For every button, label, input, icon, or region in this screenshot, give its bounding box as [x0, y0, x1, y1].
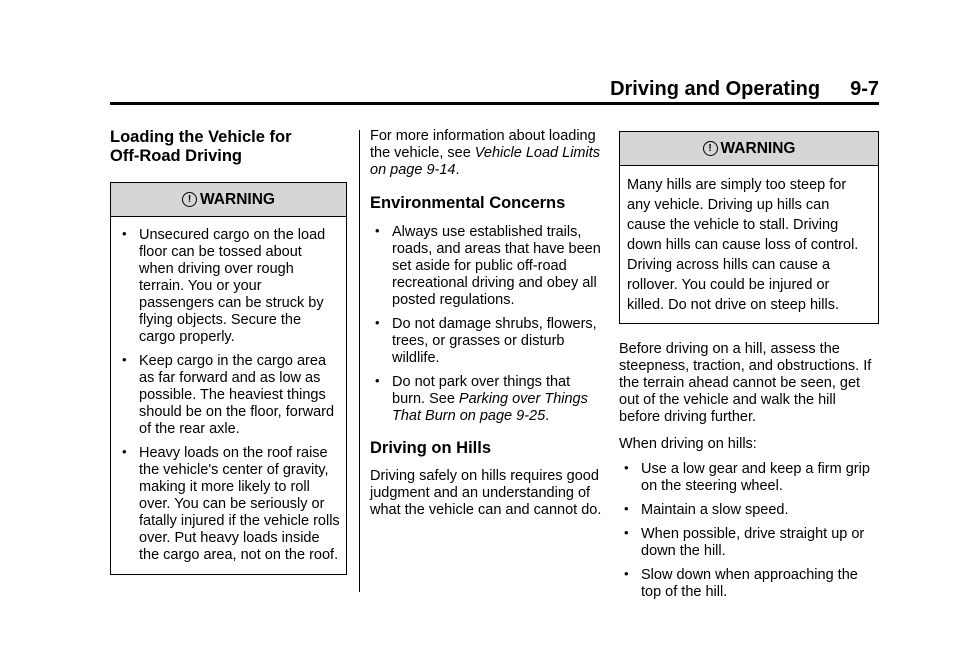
list-item-text: Always use established trails, roads, and areas that have been set aside for public off-road recreational driving and obey all posted regulations.	[392, 224, 601, 308]
list-item-end: .	[545, 408, 550, 424]
load-limits-paragraph	[370, 128, 606, 179]
environmental-heading: Environmental Concerns	[370, 194, 566, 212]
bullet-icon: •	[375, 373, 380, 388]
cargo-warning-box	[110, 182, 347, 575]
hills-tips-list	[619, 461, 879, 601]
bullet-icon: •	[375, 315, 380, 330]
list-item-text: Keep cargo in the cargo area as far forward and as low as possible. The heaviest things should be on the floor, forward of the rear axle.	[139, 353, 335, 437]
page-header	[0, 78, 879, 100]
intro-end: .	[455, 162, 460, 178]
cargo-warning-list	[111, 217, 346, 574]
intro-text: For more information about loading the vehicle, see	[370, 128, 596, 161]
loading-heading	[110, 128, 347, 166]
hills-assessment-paragraph: Before driving on a hill, assess the steepness, traction, and obstructions. If the terrain ahead cannot be seen, get out of the vehicle and walk the hill before driving further.	[619, 341, 872, 425]
list-item-text: Maintain a slow speed.	[641, 502, 789, 518]
column-2	[370, 128, 606, 519]
column-1	[110, 128, 347, 575]
list-item-text: Unsecured cargo on the load floor can be tossed about when driving over rough terrain. You or your passengers can be struck by flying objects. Secure the cargo properly.	[139, 227, 326, 345]
hills-paragraph: Driving safely on hills requires good judgment and an understanding of what the vehicle can and cannot do.	[370, 468, 602, 518]
warning-icon: !	[182, 192, 197, 207]
bullet-icon: •	[122, 226, 127, 241]
hills-warning-box	[619, 131, 879, 324]
hills-intro-paragraph: When driving on hills:	[619, 436, 757, 452]
header-rule	[110, 102, 879, 105]
bullet-icon: •	[624, 566, 629, 581]
column-3	[619, 128, 879, 608]
list-item-text: Do not park over things that burn. See	[392, 374, 571, 407]
list-item	[370, 224, 606, 309]
section-title: Driving and Operating	[610, 78, 821, 100]
list-item	[619, 526, 879, 560]
list-item	[619, 461, 879, 495]
list-item	[619, 502, 879, 519]
list-item	[619, 567, 879, 601]
parking-reference[interactable]: Parking over Things That Burn on page 9-25	[392, 391, 588, 424]
list-item	[117, 353, 340, 438]
bullet-icon: •	[624, 501, 629, 516]
list-item-text: When possible, drive straight up or down the hill.	[641, 526, 865, 559]
column-divider	[359, 130, 360, 592]
loading-heading-line1: Loading the Vehicle for	[110, 128, 292, 146]
list-item-text: Do not damage shrubs, flowers, trees, or grasses or disturb wildlife.	[392, 316, 597, 366]
warning-label: WARNING	[200, 191, 275, 208]
warning-header	[620, 132, 878, 166]
bullet-icon: •	[624, 525, 629, 540]
environmental-list	[370, 224, 606, 425]
bullet-icon: •	[375, 223, 380, 238]
hills-heading: Driving on Hills	[370, 439, 492, 457]
list-item-text: Heavy loads on the roof raise the vehicle's center of gravity, making it more likely to roll over. You can be seriously or fatally injured if the vehicle rolls over. Put heavy loads inside the cargo area, not on the roof.	[139, 445, 340, 563]
loading-heading-line2: Off-Road Driving	[110, 147, 242, 165]
bullet-icon: •	[624, 460, 629, 475]
warning-icon: !	[703, 141, 718, 156]
warning-label: WARNING	[720, 140, 796, 157]
list-item	[370, 374, 606, 425]
bullet-icon: •	[122, 444, 127, 459]
page-number: 9-7	[850, 78, 879, 100]
warning-header	[111, 183, 346, 217]
list-item	[117, 227, 340, 346]
list-item-text: Use a low gear and keep a firm grip on the steering wheel.	[641, 461, 870, 494]
hills-warning-text: Many hills are simply too steep for any vehicle. Driving up hills can cause the vehicle to stall. Driving down hills can cause loss of control. Driving across hills can cause a rollover. You could be injured or killed. Do not drive on steep hills.	[627, 177, 859, 313]
list-item-text: Slow down when approaching the top of the hill.	[641, 567, 858, 600]
list-item	[117, 445, 340, 564]
load-limits-reference[interactable]: Vehicle Load Limits on page 9-14	[370, 145, 600, 178]
bullet-icon: •	[122, 352, 127, 367]
list-item	[370, 316, 606, 367]
